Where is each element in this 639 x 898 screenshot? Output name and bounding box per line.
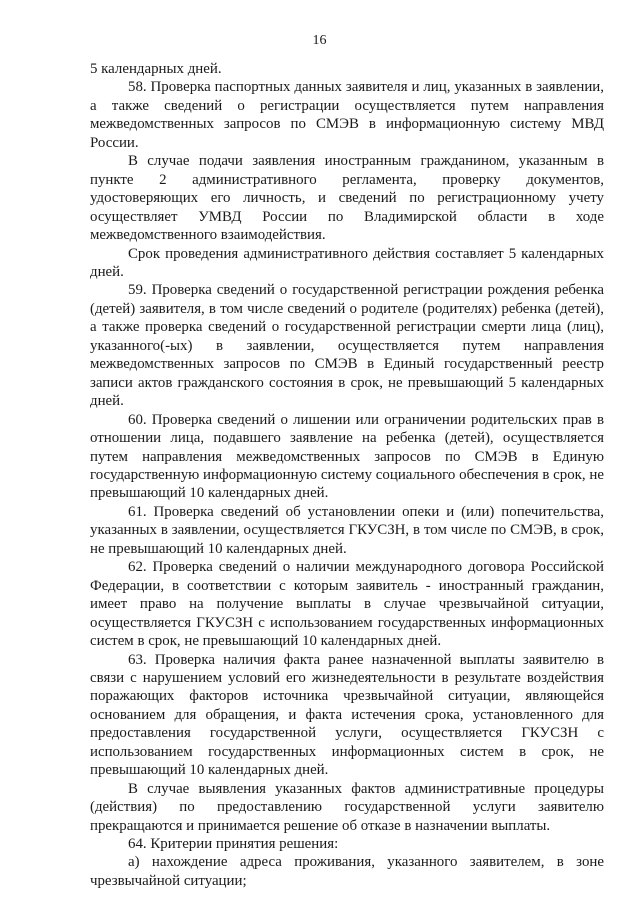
paragraph-64: 64. Критерии принятия решения:: [128, 836, 339, 853]
paragraph-58-term: Срок проведения административного действия составляет 5 календарных дней.: [90, 245, 604, 280]
paragraph-59: 59. Проверка сведений о государственной регистрации рождения ребенка (детей) заявителя, в том числе сведений о родителе (родителях) ребенка (детей), а также проверка сведений о государственной регистрации смерти лица (лиц), указанного(-ых) в заявлении, осуществляется путем направления межведомственных запросов по СМЭВ в Единый государственный реестр записи актов гражданского состояния в срок, не превышающий 5 календарных дней.: [90, 282, 604, 410]
paragraph-63: 63. Проверка наличия факта ранее назначенной выплаты заявителю в связи с нарушением условий его жизнедеятельности в результате воздействия поражающих факторов источника чрезвычайной ситуации, являющейся основанием для обращения, и факта истечения срока, установленного для предоставления государственной услуги, осуществляется ГКУСЗН с использованием государственных информационных систем в срок, не превышающий 10 календарных дней.: [90, 651, 604, 779]
paragraph-61: 61. Проверка сведений об установлении опеки и (или) попечительства, указанных в заявлении, осуществляется ГКУСЗН, в том числе по СМЭВ, в срок, не превышающий 10 календарных дней.: [90, 503, 604, 557]
paragraph-continuation: 5 календарных дней.: [90, 61, 222, 77]
paragraph-58: 58. Проверка паспортных данных заявителя и лиц, указанных в заявлении, а также сведений о регистрации осуществляется путем направления межведомственных запросов по СМЭВ в информационную систему МВД России.: [90, 79, 604, 151]
paragraph-63-refusal: В случае выявления указанных фактов административные процедуры (действия) по предоставлению государственной услуги заявителю прекращаются и принимается решение об отказе в назначении выплаты.: [90, 780, 604, 834]
paragraph-64-a: а) нахождение адреса проживания, указанного заявителем, в зоне чрезвычайной ситуации;: [90, 854, 604, 889]
document-body: [90, 60, 604, 890]
page-number: 16: [312, 33, 327, 48]
paragraph-58-foreign-citizen: В случае подачи заявления иностранным гражданином, указанным в пункте 2 административного регламента, проверку документов, удостоверяющих его личность, и сведений по регистрационному учету осуществляет УМВД России по Владимирской области в ходе межведомственного взаимодействия.: [90, 153, 604, 244]
paragraph-60: 60. Проверка сведений о лишении или ограничении родительских прав в отношении лица, подавшего заявление на ребенка (детей), осуществляется путем направления межведомственных запросов по СМЭВ в Единую государственную информационную систему социального обеспечения в срок, не превышающий 10 календарных дней.: [90, 411, 604, 502]
paragraph-62: 62. Проверка сведений о наличии международного договора Российской Федерации, в соответствии с которым заявитель - иностранный гражданин, имеет право на получение выплаты в случае чрезвычайной ситуации, осуществляется ГКУСЗН с использованием государственных информационных систем в срок, не превышающий 10 календарных дней.: [90, 559, 604, 650]
